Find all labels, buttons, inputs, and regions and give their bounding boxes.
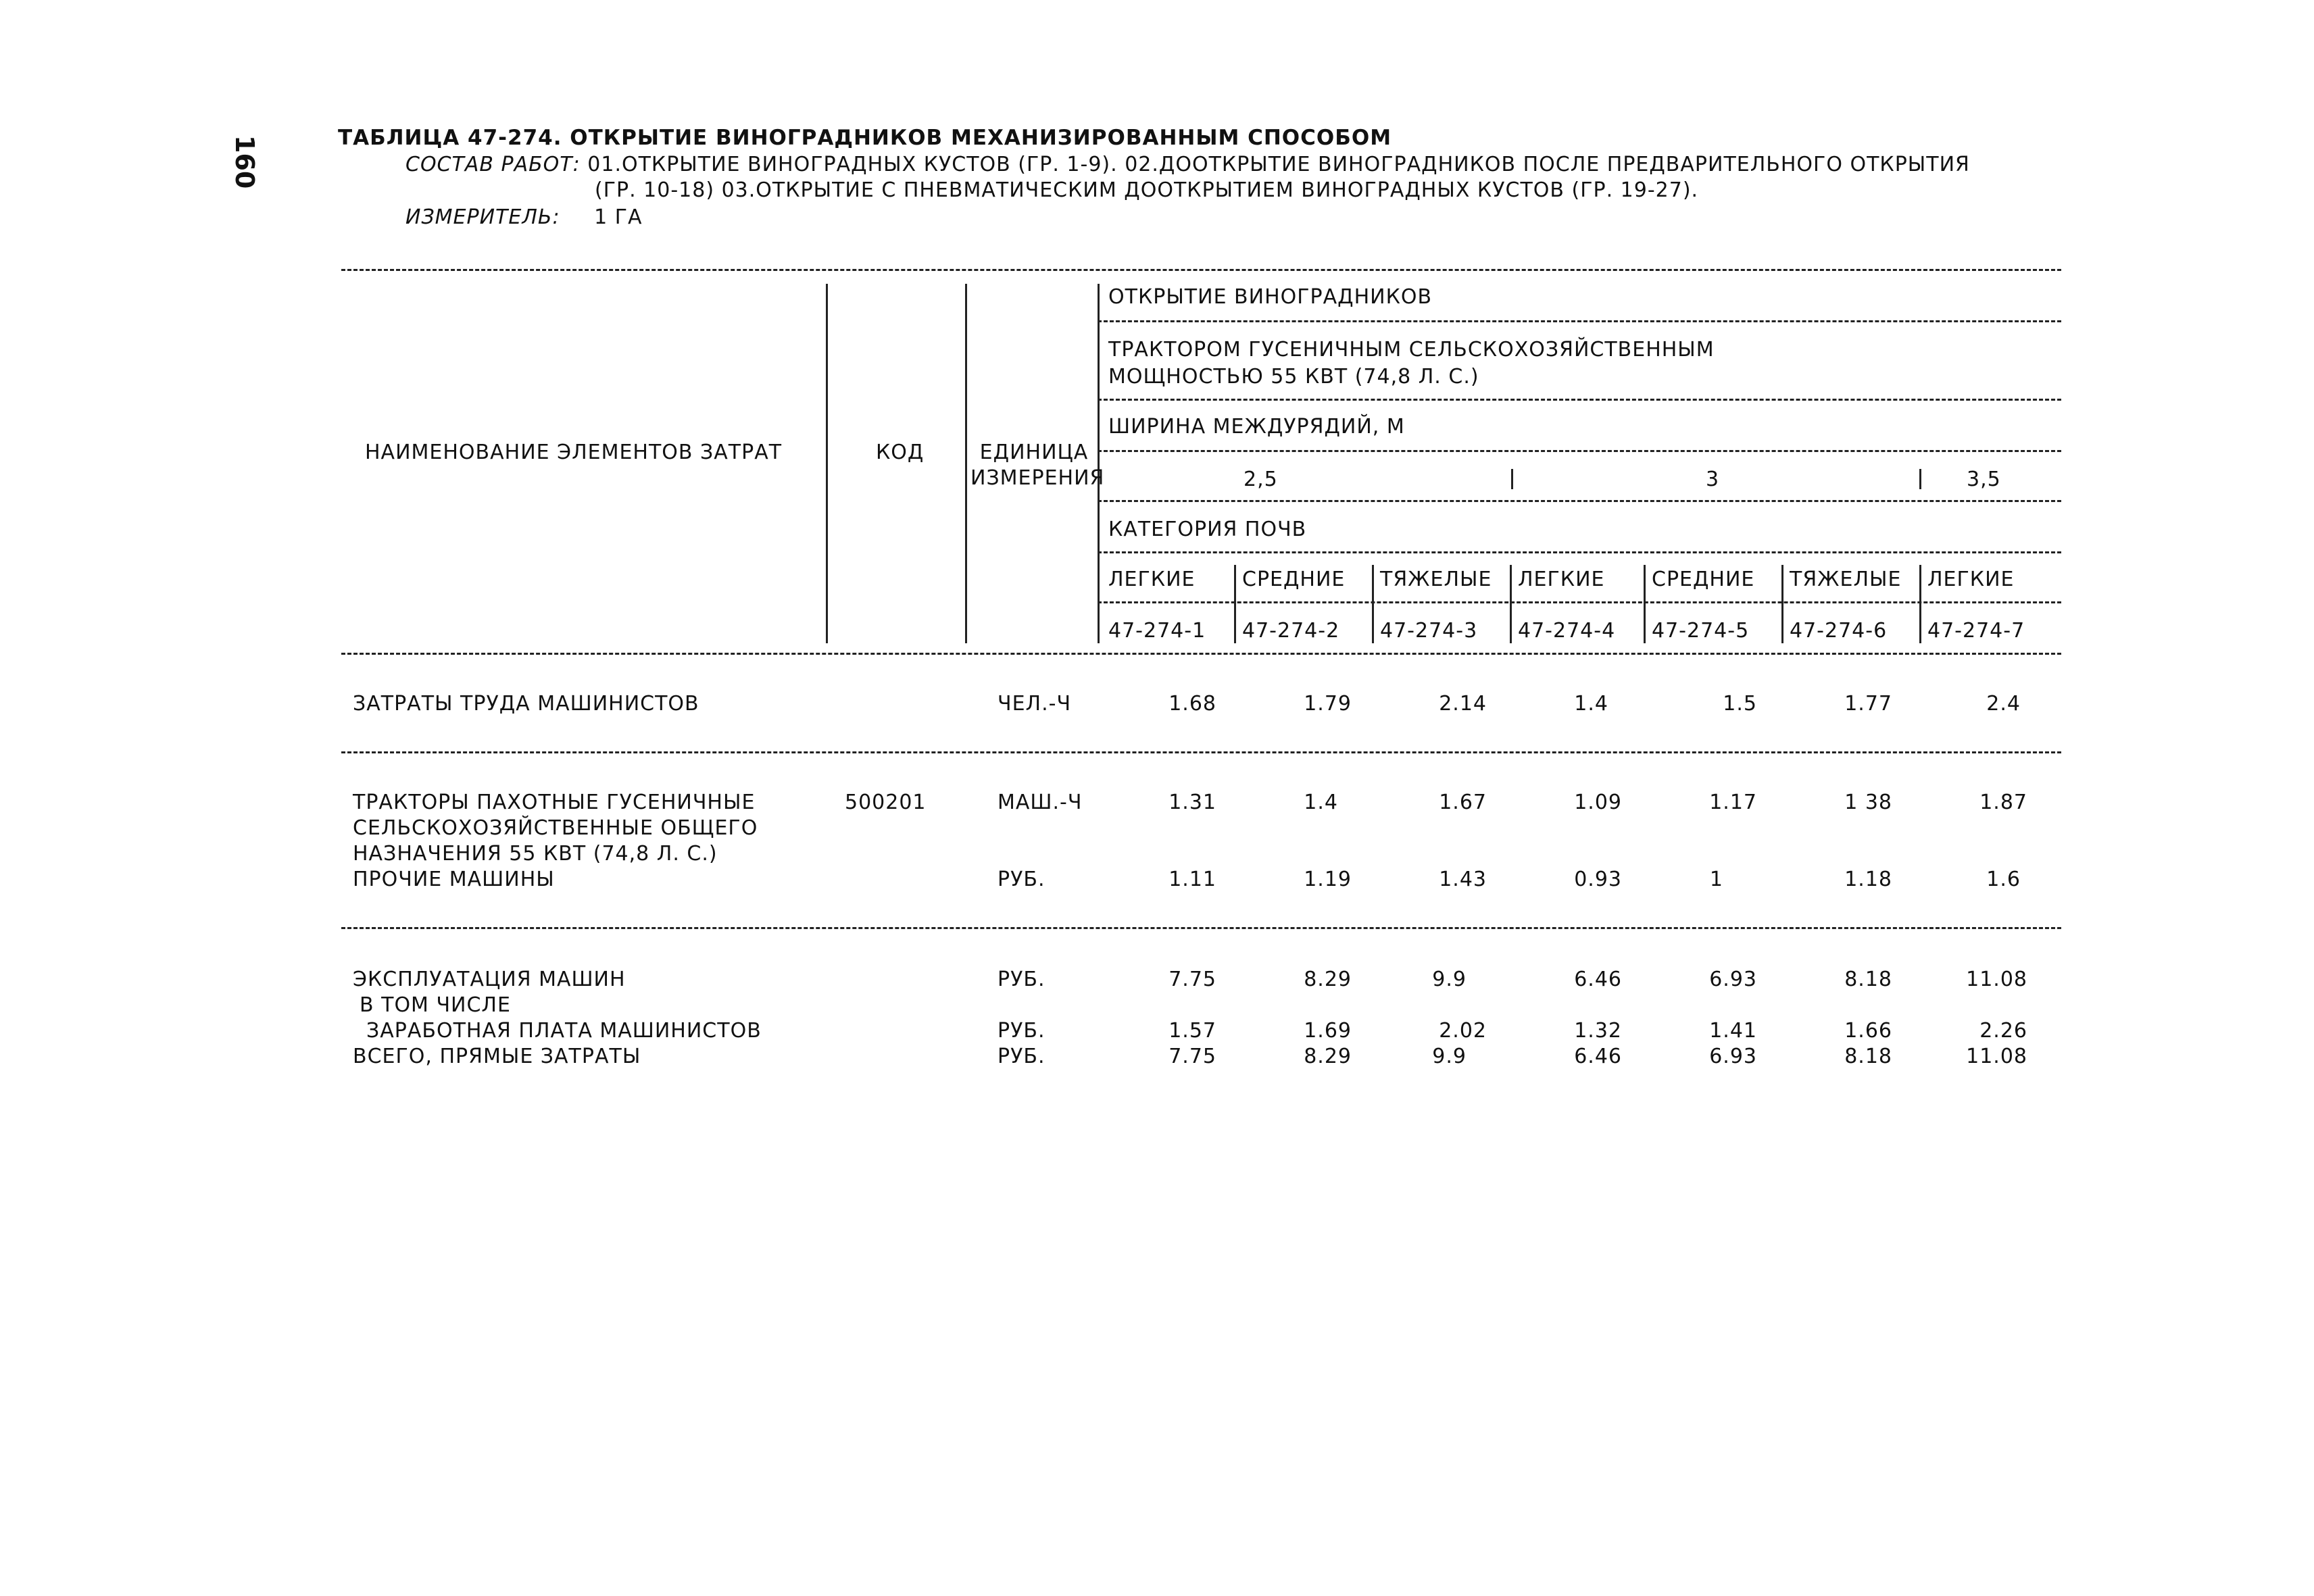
width-separator-1 — [1511, 469, 1513, 489]
head-rule-3 — [1098, 450, 2061, 452]
soil-separator-3 — [1510, 565, 1512, 643]
row-tractors-name-2: СЕЛЬСКОХОЗЯЙСТВЕННЫЕ ОБЩЕГО — [353, 816, 758, 840]
width-3-5: 3,5 — [1967, 468, 2001, 491]
norm-code-7: 47-274-7 — [1927, 619, 2025, 643]
row-other-val-2: 1.19 — [1304, 868, 1352, 891]
soil-2: СРЕДНИЕ — [1242, 568, 1346, 591]
row-operation-val-6: 8.18 — [1844, 968, 1892, 991]
composition-label: СОСТАВ РАБОТ: — [405, 153, 581, 176]
col-unit-header-1: ЕДИНИЦА — [979, 441, 1089, 464]
row-operation-val-2: 8.29 — [1304, 968, 1352, 991]
row-total-val-2: 8.29 — [1304, 1045, 1352, 1068]
col-unit-header-2: ИЗМЕРЕНИЯ — [970, 466, 1105, 490]
separator-name-code — [826, 284, 828, 643]
row-labor-val-1: 1.68 — [1168, 692, 1216, 716]
row-other-val-7: 1.6 — [1986, 868, 2021, 891]
norm-code-4: 47-274-4 — [1518, 619, 1616, 643]
head-rule-4 — [1098, 500, 2061, 502]
col-code-header: КОД — [876, 441, 925, 464]
row-tractors-val-1: 1.31 — [1168, 791, 1216, 814]
measure-label: ИЗМЕРИТЕЛЬ: — [405, 205, 560, 229]
soil-3: ТЯЖЕЛЫЕ — [1380, 568, 1492, 591]
table-head-bottom-rule — [341, 653, 2061, 655]
row-labor-unit: ЧЕЛ.-Ч — [998, 692, 1072, 716]
row-operation-val-1: 7.75 — [1168, 968, 1216, 991]
soil-6: ТЯЖЕЛЫЕ — [1790, 568, 1902, 591]
width-3: 3 — [1706, 468, 1720, 491]
group-header-2b: МОЩНОСТЬЮ 55 КВТ (74,8 Л. С.) — [1108, 365, 1479, 389]
row-total-val-5: 6.93 — [1709, 1045, 1757, 1068]
soil-4: ЛЕГКИЕ — [1518, 568, 1605, 591]
table-title: ТАБЛИЦА 47-274. ОТКРЫТИЕ ВИНОГРАДНИКОВ МЕХАНИЗИРОВАННЫМ СПОСОБОМ — [338, 126, 1392, 150]
row-labor-val-3: 2.14 — [1439, 692, 1487, 716]
row-total-val-4: 6.46 — [1574, 1045, 1622, 1068]
width-2-5: 2,5 — [1244, 468, 1278, 491]
row-operation-val-7: 11.08 — [1966, 968, 2027, 991]
row-operation-val-3: 9.9 — [1432, 968, 1467, 991]
row-total-unit: РУБ. — [998, 1045, 1045, 1068]
row-wages-val-5: 1.41 — [1709, 1019, 1757, 1043]
row-operation-unit: РУБ. — [998, 968, 1045, 991]
separator-code-unit — [965, 284, 967, 643]
norm-code-6: 47-274-6 — [1790, 619, 1888, 643]
head-rule-5 — [1098, 551, 2061, 553]
row-wages-val-1: 1.57 — [1168, 1019, 1216, 1043]
row-tractors-val-7: 1.87 — [1979, 791, 2027, 814]
row-other-val-5: 1 — [1709, 868, 1723, 891]
row-labor-val-2: 1.79 — [1304, 692, 1352, 716]
row-wages-unit: РУБ. — [998, 1019, 1045, 1043]
section-rule-1 — [341, 751, 2061, 753]
group-header-3: ШИРИНА МЕЖДУРЯДИЙ, М — [1108, 415, 1405, 439]
row-other-name: ПРОЧИЕ МАШИНЫ — [353, 868, 555, 891]
row-tractors-name-3: НАЗНАЧЕНИЯ 55 КВТ (74,8 Л. С.) — [353, 842, 718, 866]
row-tractors-name-1: ТРАКТОРЫ ПАХОТНЫЕ ГУСЕНИЧНЫЕ — [353, 791, 756, 814]
head-rule-1 — [1098, 320, 2061, 322]
soil-separator-6 — [1919, 565, 1921, 643]
table-top-rule — [341, 269, 2061, 271]
row-other-val-4: 0.93 — [1574, 868, 1622, 891]
row-including-name: В ТОМ ЧИСЛЕ — [360, 993, 511, 1017]
row-other-unit: РУБ. — [998, 868, 1045, 891]
row-operation-val-4: 6.46 — [1574, 968, 1622, 991]
page-number: 160 — [230, 135, 260, 189]
row-other-val-3: 1.43 — [1439, 868, 1487, 891]
row-wages-val-4: 1.32 — [1574, 1019, 1622, 1043]
soil-7: ЛЕГКИЕ — [1927, 568, 2015, 591]
group-header-2a: ТРАКТОРОМ ГУСЕНИЧНЫМ СЕЛЬСКОХОЗЯЙСТВЕННЫМ — [1108, 338, 1715, 361]
measure-line — [405, 205, 643, 229]
row-tractors-code: 500201 — [845, 791, 927, 814]
soil-separator-5 — [1781, 565, 1783, 643]
section-rule-2 — [341, 927, 2061, 929]
separator-unit-data — [1098, 284, 1100, 643]
composition-line-2: (ГР. 10-18) 03.ОТКРЫТИЕ С ПНЕВМАТИЧЕСКИМ ДООТКРЫТИЕМ ВИНОГРАДНЫХ КУСТОВ (ГР. 19-27). — [595, 178, 1699, 202]
norm-code-5: 47-274-5 — [1652, 619, 1750, 643]
composition-line-1 — [405, 153, 1970, 176]
row-tractors-val-5: 1.17 — [1709, 791, 1757, 814]
norm-code-2: 47-274-2 — [1242, 619, 1340, 643]
row-wages-val-7: 2.26 — [1979, 1019, 2027, 1043]
row-labor-val-6: 1.77 — [1844, 692, 1892, 716]
row-tractors-val-2: 1.4 — [1304, 791, 1338, 814]
row-labor-val-7: 2.4 — [1986, 692, 2021, 716]
group-header-1: ОТКРЫТИЕ ВИНОГРАДНИКОВ — [1108, 285, 1433, 309]
row-total-name: ВСЕГО, ПРЯМЫЕ ЗАТРАТЫ — [353, 1045, 641, 1068]
row-labor-val-5: 1.5 — [1723, 692, 1757, 716]
row-tractors-val-3: 1.67 — [1439, 791, 1487, 814]
row-wages-name: ЗАРАБОТНАЯ ПЛАТА МАШИНИСТОВ — [366, 1019, 762, 1043]
row-wages-val-2: 1.69 — [1304, 1019, 1352, 1043]
measure-value: 1 ГА — [594, 205, 643, 229]
row-labor-name: ЗАТРАТЫ ТРУДА МАШИНИСТОВ — [353, 692, 699, 716]
width-separator-2 — [1919, 469, 1921, 489]
row-tractors-unit: МАШ.-Ч — [998, 791, 1083, 814]
row-wages-val-6: 1.66 — [1844, 1019, 1892, 1043]
soil-1: ЛЕГКИЕ — [1108, 568, 1196, 591]
row-other-val-1: 1.11 — [1168, 868, 1216, 891]
row-other-val-6: 1.18 — [1844, 868, 1892, 891]
row-total-val-3: 9.9 — [1432, 1045, 1467, 1068]
head-rule-6 — [1098, 601, 2061, 603]
norm-code-1: 47-274-1 — [1108, 619, 1206, 643]
group-header-4: КАТЕГОРИЯ ПОЧВ — [1108, 518, 1307, 541]
col-name-header: НАИМЕНОВАНИЕ ЭЛЕМЕНТОВ ЗАТРАТ — [365, 441, 783, 464]
row-total-val-7: 11.08 — [1966, 1045, 2027, 1068]
soil-5: СРЕДНИЕ — [1652, 568, 1755, 591]
row-labor-val-4: 1.4 — [1574, 692, 1608, 716]
composition-text-1: 01.ОТКРЫТИЕ ВИНОГРАДНЫХ КУСТОВ (ГР. 1-9). 02.ДООТКРЫТИЕ ВИНОГРАДНИКОВ ПОСЛЕ ПРЕДВАРИТЕЛЬНОГО ОТКРЫТИЯ — [587, 153, 1970, 176]
row-total-val-6: 8.18 — [1844, 1045, 1892, 1068]
row-operation-val-5: 6.93 — [1709, 968, 1757, 991]
row-operation-name: ЭКСПЛУАТАЦИЯ МАШИН — [353, 968, 626, 991]
row-total-val-1: 7.75 — [1168, 1045, 1216, 1068]
row-wages-val-3: 2.02 — [1439, 1019, 1487, 1043]
norm-code-3: 47-274-3 — [1380, 619, 1478, 643]
head-rule-2 — [1098, 399, 2061, 401]
soil-separator-4 — [1644, 565, 1646, 643]
soil-separator-2 — [1372, 565, 1374, 643]
row-tractors-val-6: 1 38 — [1844, 791, 1892, 814]
row-tractors-val-4: 1.09 — [1574, 791, 1622, 814]
soil-separator-1 — [1234, 565, 1236, 643]
